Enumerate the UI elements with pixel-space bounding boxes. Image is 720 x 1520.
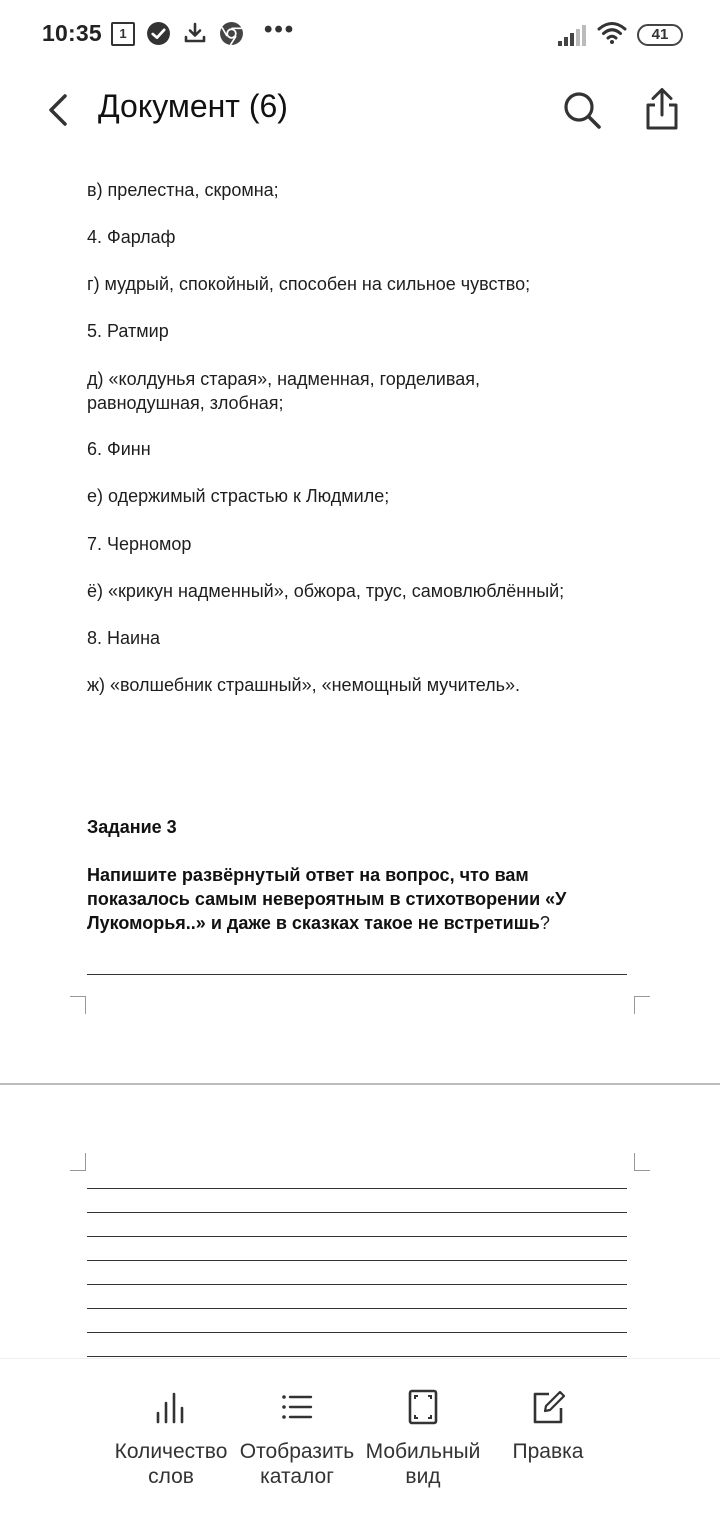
- task-question-text: Напишите развёрнутый ответ на вопрос, что вам показалось самым невероятным в стихотворении «У Лукоморья..» и даже в сказках такое не встретишь: [87, 865, 567, 933]
- answer-line: [87, 1332, 627, 1333]
- signal-icon: [557, 24, 587, 46]
- edit-label: Правка: [512, 1440, 584, 1463]
- wifi-icon: [597, 21, 627, 45]
- character-item-7: 7. Черномор: [87, 534, 192, 554]
- page-corner-mark: [70, 1153, 86, 1171]
- share-icon[interactable]: [640, 86, 684, 132]
- answer-line: [87, 1260, 627, 1261]
- chrome-icon: [219, 21, 244, 46]
- character-item-8: 8. Наина: [87, 628, 161, 648]
- character-item-5: 5. Ратмир: [87, 321, 169, 341]
- page-title: Документ (6): [98, 88, 288, 124]
- task-question: [87, 863, 627, 935]
- search-icon[interactable]: [560, 88, 604, 132]
- calendar-icon: 1: [111, 22, 135, 46]
- catalog-label: Отобразить каталог: [239, 1440, 355, 1488]
- answer-line: [87, 1308, 627, 1309]
- show-catalog-button[interactable]: [232, 1389, 362, 1489]
- answer-line: [87, 1212, 627, 1213]
- answer-line: [87, 1284, 627, 1285]
- answer-option-yo: ё) «крикун надменный», обжора, трус, самовлюблённый;: [87, 581, 565, 601]
- mobile-view-button[interactable]: [358, 1389, 488, 1489]
- mobile-view-label: Мобильный вид: [365, 1440, 481, 1488]
- more-notifications-icon: •••: [264, 16, 296, 43]
- answer-line: [87, 1188, 627, 1189]
- answer-option-zh: ж) «волшебник страшный», «немощный мучитель».: [87, 675, 521, 695]
- answer-option-d-cont: равнодушная, злобная;: [87, 393, 284, 413]
- back-arrow-icon[interactable]: [38, 90, 78, 130]
- page-corner-mark: [634, 1153, 650, 1171]
- word-count-button[interactable]: [106, 1389, 236, 1489]
- answer-line: [87, 974, 627, 975]
- list-icon: [280, 1389, 314, 1425]
- battery-icon: 41: [637, 24, 683, 46]
- status-bar: [0, 0, 720, 70]
- page-corner-mark: [70, 996, 86, 1014]
- task-title: Задание 3: [87, 817, 177, 837]
- download-icon: [183, 21, 207, 45]
- edit-button[interactable]: [483, 1389, 613, 1464]
- edit-icon: [531, 1389, 565, 1425]
- task-question-mark: ?: [539, 913, 550, 933]
- bar-chart-icon: [154, 1389, 188, 1425]
- answer-option-e: е) одержимый страстью к Людмиле;: [87, 486, 390, 506]
- word-count-label: Количество слов: [114, 1440, 228, 1488]
- status-time: 10:35: [42, 20, 102, 46]
- answer-option-d: д) «колдунья старая», надменная, горделивая,: [87, 369, 480, 389]
- mobile-view-icon: [406, 1389, 440, 1425]
- page-corner-mark: [634, 996, 650, 1014]
- page-separator: [0, 1083, 720, 1085]
- check-circle-icon: [146, 21, 171, 46]
- answer-option-v: в) прелестна, скромна;: [87, 180, 279, 200]
- app-header: [0, 70, 720, 150]
- answer-option-g: г) мудрый, спокойный, способен на сильное чувство;: [87, 274, 531, 294]
- answer-line: [87, 1356, 627, 1357]
- answer-line: [87, 1236, 627, 1237]
- character-item-4: 4. Фарлаф: [87, 227, 176, 247]
- bottom-toolbar: [0, 1358, 720, 1520]
- character-item-6: 6. Финн: [87, 439, 151, 459]
